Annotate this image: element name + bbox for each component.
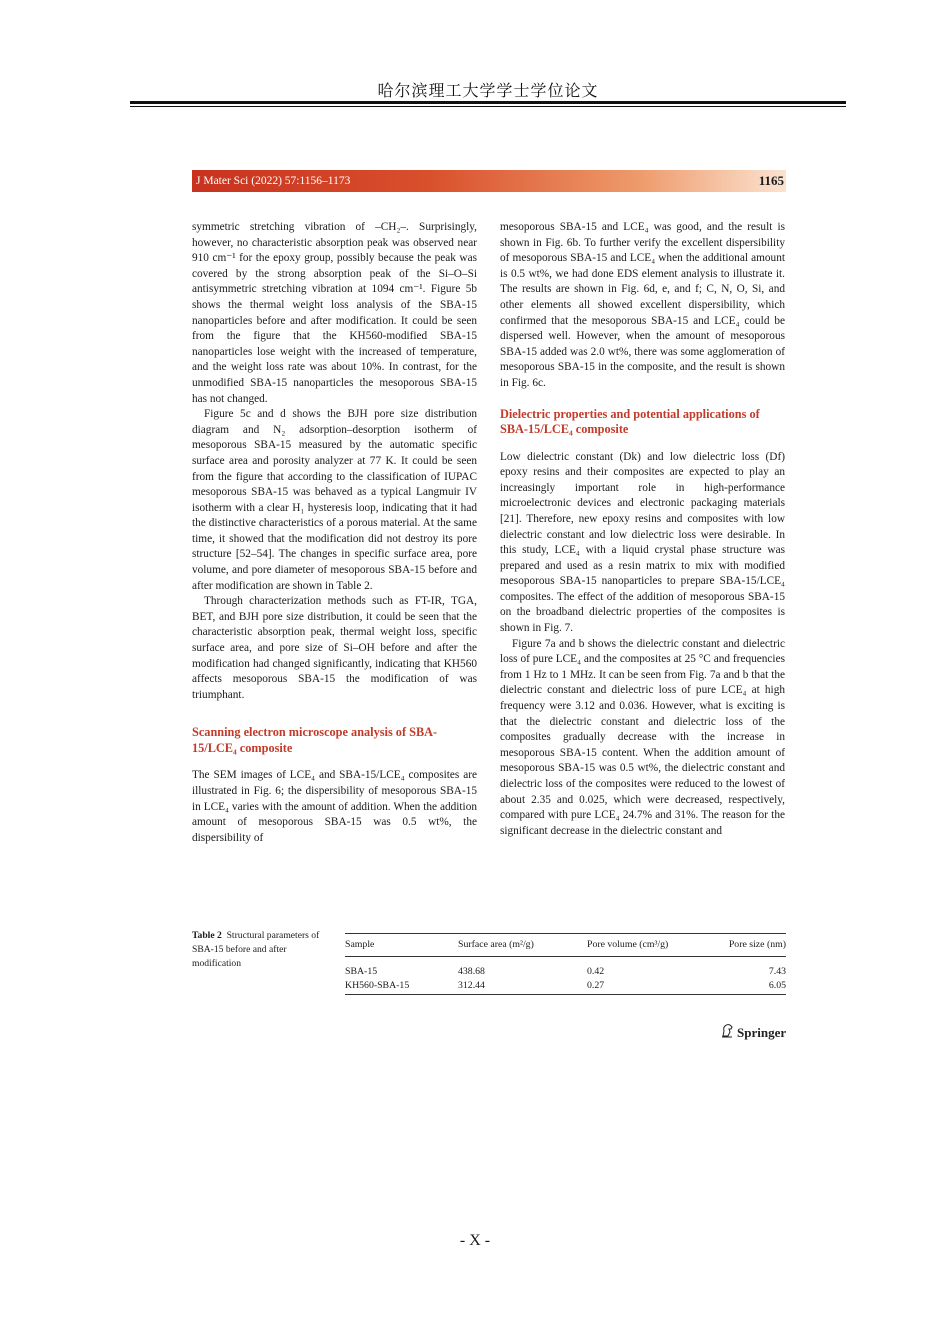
section-heading-sem: Scanning electron microscope analysis of SBA-15/LCE₄ composite	[192, 725, 438, 755]
table-header-cell: Pore volume (cm³/g)	[587, 934, 721, 957]
table-cell: 7.43	[768, 966, 786, 977]
thesis-header: 哈尔滨理工大学学士学位论文	[377, 83, 599, 100]
left-column	[192, 220, 477, 846]
left-paragraph-4: The SEM images of LCE₄ and SBA-15/LCE₄ composites are illustrated in Fig. 6; the dispersibility of mesoporous SBA-15 in LCE₄ varies with the amount of addition. When the addition amount of mesoporous SBA-15 was 0.5 wt%, the dispersibility of	[192, 769, 477, 844]
table-cell: KH560-SBA-15	[345, 978, 458, 995]
table-caption	[192, 929, 330, 971]
table-header-cell: Sample	[345, 934, 458, 957]
journal-banner	[192, 170, 786, 192]
table-cell: 0.27	[587, 978, 721, 995]
publisher-name: Springer	[737, 1024, 787, 1040]
journal-page-number: 1165	[758, 173, 784, 188]
table-cell: 6.05	[721, 978, 786, 995]
section-heading-dielectric: Dielectric properties and potential applications of SBA-15/LCE₄ composite	[500, 406, 760, 437]
left-paragraph-2: Figure 5c and d shows the BJH pore size distribution diagram and N₂ adsorption–desorption isotherm of mesoporous SBA-15 measured by the automatic specific surface area and porosity analyzer at 77 K. It could be seen from the figure that according to the classification of IUPAC mesoporous SBA-15 was behaved as a typical Langmuir IV isotherm with a clear H₁ hysteresis loop, indicating that it had the distinctive characteristics of a porous material. At the same time, it showed that the modification did not destroy its pore structure [52–54]. The changes in specific surface area, pore volume, and pore diameter of mesoporous SBA-15 before and after modification are shown in Table 2.	[192, 408, 477, 592]
table-cell: 438.68	[458, 966, 485, 977]
table-cell: 0.42	[587, 966, 605, 977]
right-column	[500, 220, 785, 839]
publisher-logo	[720, 1023, 786, 1042]
right-paragraph-2: Low dielectric constant (Dk) and low dielectric loss (Df) epoxy resins and their composites are expected to play an increasingly important role in high-performance microelectronic devices and electronic packaging materials [21]. Therefore, new epoxy resins and composites with low dielectric constant and low dielectric loss were desirable. In this study, LCE₄ with a liquid crystal phase structure was prepared and used as a resin matrix to mix with modified mesoporous SBA-15 nanoparticles to prepare SBA-15/LCE₄ composites. The effect of the addition of mesoporous SBA-15 on the broadband dielectric properties of the composites is shown in Fig. 7.	[500, 450, 785, 635]
table-cell: 312.44	[458, 978, 587, 995]
right-paragraph-3: Figure 7a and b shows the dielectric constant and dielectric loss of pure LCE₄ and the composites at 25 °C and frequencies from 1 Hz to 1 MHz. It can be seen from Fig. 7a and b that the dielectric constant and dielectric loss of pure LCE₄ at high frequency were 3.12 and 0.036. However, what is exciting is that the dielectric constant and dielectric loss of the composites gradually decrease with the increase in mesoporous SBA-15 content. When the addition amount of mesoporous SBA-15 was 0.5 wt%, the dielectric constant and dielectric loss of the composites were reduced to the lowest of about 2.35 and 0.025, which were decreased, respectively, compared with pure LCE₄ 24.7% and 31%. The reason for the significant decrease in the dielectric constant and	[500, 637, 785, 837]
journal-citation: J Mater Sci (2022) 57:1156–1173	[196, 175, 351, 187]
table-row	[345, 957, 786, 979]
structural-parameters-table	[345, 933, 786, 995]
header-rule-thin	[130, 106, 846, 107]
table-label: Table 2	[192, 930, 222, 941]
table-cell: SBA-15	[345, 966, 378, 977]
left-paragraph-1: symmetric stretching vibration of –CH₂–. Surprisingly, however, no characteristic absorption peak was observed near 910 cm⁻¹ for the epoxy group, possibly because the peak was covered by the strong absorption peak of the Si–O–Si antisymmetric stretching vibration at 1094 cm⁻¹. Figure 5b shows the thermal weight loss analysis of the SBA-15 nanoparticles before and after modification. It could be seen from the figure that the KH560-modified SBA-15 nanoparticles lose weight with the increased of temperature, and the weight loss rate was about 10%. In contrast, for the unmodified SBA-15 nanoparticles the mesoporous SBA-15 has not changed.	[192, 221, 477, 405]
table-row	[345, 978, 786, 995]
left-paragraph-3: Through characterization methods such as FT-IR, TGA, BET, and BJH pore size distribution, it could be seen that the characteristic absorption peak, thermal weight loss, specific surface area, and pore size of Si–OH before and after the modification had changed significantly, indicating that KH560 affects mesoporous SBA-15 the modification of was triumphant.	[192, 595, 477, 701]
page-number: - X -	[459, 1232, 491, 1249]
table-header-cell: Surface area (m²/g)	[458, 934, 587, 957]
table-header-row	[345, 934, 786, 957]
table-caption-text: Structural parameters of SBA-15 before and after modification	[192, 930, 320, 969]
header-rule-thick	[130, 101, 846, 104]
table-header-cell: Pore size (nm)	[721, 934, 786, 957]
springer-horse-icon	[720, 1023, 734, 1042]
right-paragraph-1: mesoporous SBA-15 and LCE₄ was good, and the result is shown in Fig. 6b. To further verify the excellent dispersibility of mesoporous SBA-15 and LCE₄ when the additional amount is 0.5 wt%, we had done EDS element analysis to illustrate it. The results are shown in Fig. 6d, e, and f; C, N, O, Si, and other elements all showed excellent dispersibility, which confirmed that the mesoporous SBA-15 and LCE₄ could be dispersed well. However, when the amount of mesoporous SBA-15 added was 2.0 wt%, there was some agglomeration of mesoporous SBA-15 in the composite, and the result is shown in Fig. 6c.	[500, 221, 785, 389]
